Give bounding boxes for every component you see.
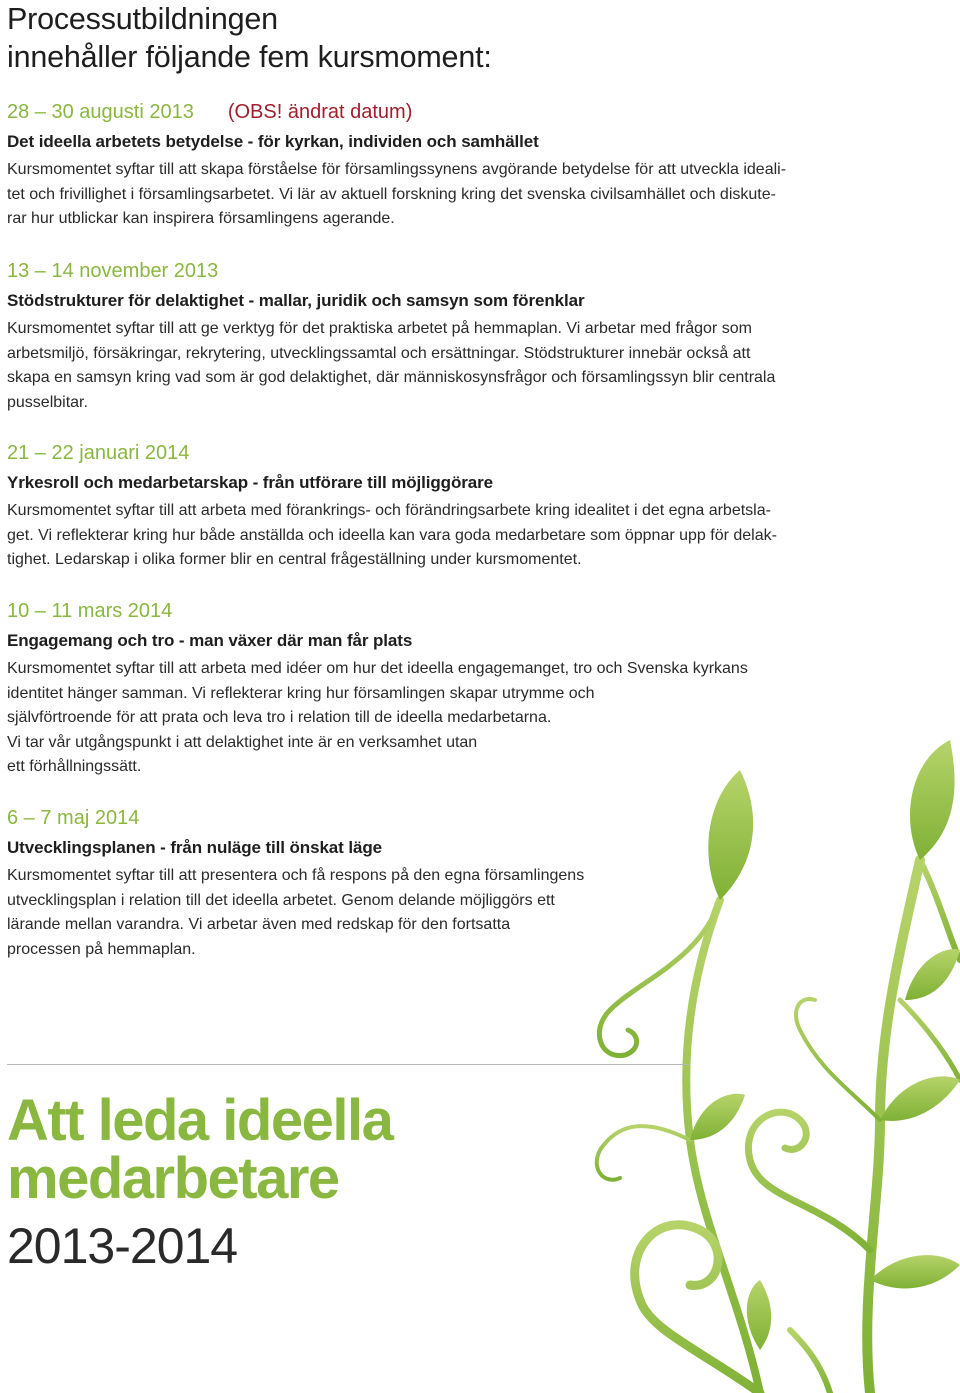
date-change-note: (OBS! ändrat datum) (227, 101, 413, 123)
body-line: rar hur utblickar kan inspirera församlingens agerande. (7, 210, 395, 228)
body-line: ett förhållningssätt. (7, 758, 142, 776)
body-line: Kursmomentet syftar till att presentera och få respons på den egna församlingens (7, 867, 585, 884)
body-line: självförtroende för att prata och leva tro i relation till de ideella medarbetarna. (7, 709, 552, 727)
body-line: Kursmomentet syftar till att arbeta med idéer om hur det ideella engagemanget, tro och Svenska kyrkans (7, 660, 748, 677)
section-date: 10 – 11 mars 2014 (7, 600, 173, 622)
section-title: Utvecklingsplanen - från nuläge till önskat läge (7, 838, 382, 857)
course-section-3 (7, 441, 887, 573)
section-body (7, 864, 887, 962)
section-body (7, 158, 887, 232)
body-line: skapa en samsyn kring vad som är god delaktighet, där människosynsfrågor och församlingssyn blir centrala (7, 369, 776, 387)
body-line: arbetsmiljö, försäkringar, rekrytering, utvecklingssamtal och ersättningar. Stödstrukturer innebär också att (7, 344, 751, 362)
cover-title-line-2: medarbetare (7, 1146, 339, 1211)
body-line: Kursmomentet syftar till att skapa förståelse för församlingssynens avgörande betydelse för att utveckla ideali- (7, 161, 787, 178)
section-title: Engagemang och tro - man växer där man får plats (7, 631, 413, 650)
section-date: 6 – 7 maj 2014 (7, 807, 140, 829)
page-heading (7, 0, 492, 76)
body-line: identitet hänger samman. Vi reflekterar kring hur församlingen skapar utrymme och (7, 684, 595, 702)
body-line: pusselbitar. (7, 393, 88, 411)
section-date (7, 100, 887, 124)
section-title: Stödstrukturer för delaktighet - mallar, juridik och samsyn som förenklar (7, 291, 585, 310)
body-line: get. Vi reflekterar kring hur både anställda och ideella kan vara goda medarbetare som öppnar upp för delak- (7, 526, 777, 544)
body-line: lärande mellan varandra. Vi arbetar även med redskap för den fortsatta (7, 916, 511, 934)
section-title: Det ideella arbetets betydelse - för kyrkan, individen och samhället (7, 132, 539, 151)
body-line: tighet. Ledarskap i olika former blir en central frågeställning under kursmomentet. (7, 551, 582, 569)
section-body (7, 317, 887, 415)
section-date: 13 – 14 november 2013 (7, 260, 219, 282)
cover-title (7, 1088, 393, 1211)
heading-line-1: Processutbildningen (7, 2, 278, 36)
body-line: Kursmomentet syftar till att arbeta med förankrings- och förändringsarbete kring idealitet i det egna arbetsla- (7, 502, 771, 519)
section-date: 21 – 22 januari 2014 (7, 442, 190, 464)
section-title: Yrkesroll och medarbetarskap - från utförare till möjliggörare (7, 473, 493, 492)
course-section-2 (7, 259, 887, 415)
cover-years: 2013-2014 (7, 1218, 238, 1274)
section-body (7, 657, 887, 780)
date-text: 28 – 30 augusti 2013 (7, 101, 194, 123)
divider (7, 1064, 690, 1065)
body-line: processen på hemmaplan. (7, 940, 196, 958)
section-body (7, 499, 887, 573)
body-line: Vi tar vår utgångspunkt i att delaktighet inte är en verksamhet utan (7, 733, 478, 751)
course-section-5 (7, 806, 887, 962)
course-section-1 (7, 100, 887, 232)
body-line: Kursmomentet syftar till att ge verktyg för det praktiska arbetet på hemmaplan. Vi arbetar med frågor som (7, 320, 752, 337)
course-section-4 (7, 599, 887, 780)
cover-title-line-1: Att leda ideella (7, 1088, 393, 1153)
body-line: tet och frivillighet i församlingsarbetet. Vi lär av aktuell forskning kring det svenska civilsamhället och diskute- (7, 185, 776, 203)
body-line: utvecklingsplan i relation till det ideella arbetet. Genom delande möjliggörs ett (7, 891, 555, 909)
heading-line-2: innehåller följande fem kursmoment: (7, 40, 492, 74)
